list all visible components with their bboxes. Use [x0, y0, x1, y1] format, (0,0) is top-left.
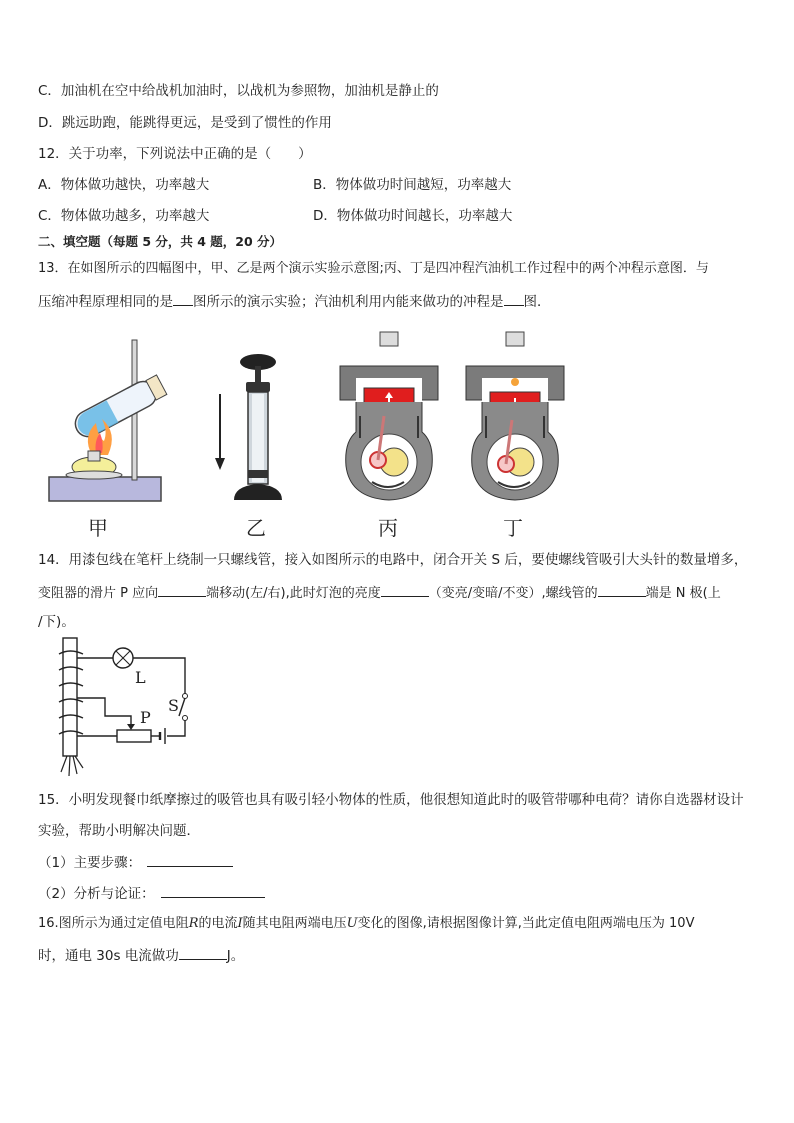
solenoid-coil [59, 638, 83, 756]
q12-option-a: A．物体做功越快，功率越大 [38, 177, 210, 193]
q15-blank-1[interactable] [147, 852, 233, 867]
q12-option-d: D．物体做功时间越长，功率越大 [313, 208, 513, 224]
q13-blank-1[interactable] [173, 291, 193, 306]
q11-option-c: C．加油机在空中给战机加油时，以战机为参照物，加油机是静止的 [38, 83, 439, 99]
q15-sub2 [38, 883, 265, 904]
q14-text-b: 端移动(左/右),此时灯泡的亮度 [206, 586, 381, 601]
q12-option-c: C．物体做功越多，功率越大 [38, 208, 210, 224]
q13-text-b: 图所示的演示实验；汽油机利用内能来做功的冲程是 [193, 294, 504, 310]
q14-line1: 14．用漆包线在笔杆上绕制一只螺线管，接入如图所示的电路中，闭合开关 S 后，要使螺线管吸引大头针的数量增多， [38, 552, 748, 568]
q16-text-d: 变化的图像,请根据图像计算,当此定值电阻两端电压为 10V [357, 916, 695, 931]
q15-sub1-label: （1）主要步骤： [38, 855, 142, 871]
q13-text-a: 压缩冲程原理相同的是 [38, 294, 173, 310]
section-title: 二、填空题（每题 5 分，共 4 题，20 分） [38, 234, 283, 249]
q16-text-e: 时，通电 30s 电流做功 [38, 948, 179, 964]
figure-yi-air-pump [208, 352, 288, 502]
q15-sub2-label: （2）分析与论证： [38, 886, 155, 902]
slider-label: P [140, 708, 151, 727]
q13-line2 [38, 291, 551, 312]
q16-line2 [38, 945, 244, 966]
figure-jia-test-tube [44, 335, 174, 505]
q16-text-a: 16.图所示为通过定值电阻 [38, 916, 189, 931]
q14-text-c: （变亮/变暗/不变）,螺线管的 [428, 586, 598, 601]
q13-text-c: 图． [523, 294, 551, 310]
q16-text-f: J。 [226, 948, 245, 964]
q14-blank-2[interactable] [381, 582, 429, 597]
figure-ding-engine-power [462, 330, 568, 502]
q16-var-r: R [188, 916, 199, 931]
q16-var-u: U [346, 916, 358, 931]
q12-option-b: B．物体做功时间越短，功率越大 [313, 177, 512, 193]
q15-line2: 实验，帮助小明解决问题． [38, 823, 200, 839]
figure-label-jia: 甲 [88, 516, 108, 540]
figure-label-ding: 丁 [503, 516, 523, 540]
q13-line1: 13．在如图所示的四幅图中，甲、乙是两个演示实验示意图;丙、丁是四冲程汽油机工作过程中的两个冲程示意图．与 [38, 261, 709, 276]
q15-line1: 15．小明发现餐巾纸摩擦过的吸管也具有吸引轻小物体的性质，他很想知道此时的吸管带哪种电荷？请你自选器材设计 [38, 792, 744, 808]
q16-text-c: 随其电阻两端电压 [242, 916, 347, 931]
q16-text-b: 的电流 [198, 916, 238, 931]
q11-option-d: D．跳远助跑，能跳得更远，是受到了惯性的作用 [38, 115, 332, 131]
q14-blank-1[interactable] [158, 582, 206, 597]
q15-sub1 [38, 852, 233, 873]
rheostat-icon [117, 730, 151, 742]
circuit-diagram [55, 636, 205, 786]
q12-stem: 12．关于功率，下列说法中正确的是（ ） [38, 146, 312, 162]
q15-blank-2[interactable] [161, 883, 265, 898]
switch-label: S [168, 696, 179, 715]
q16-var-i: I [237, 916, 243, 931]
figure-label-bing: 丙 [378, 516, 398, 540]
q16-line1 [38, 914, 694, 934]
pins-icon [61, 756, 83, 776]
q14-line3: /下)。 [38, 614, 75, 630]
q13-blank-2[interactable] [504, 291, 524, 306]
q14-text-a: 变阻器的滑片 P 应向 [38, 586, 159, 601]
figure-bing-engine-compression [336, 330, 442, 502]
lamp-label: L [135, 668, 146, 687]
figure-label-yi: 乙 [246, 516, 266, 540]
q14-blank-3[interactable] [598, 582, 646, 597]
q14-line2 [38, 582, 721, 604]
q16-blank[interactable] [179, 945, 227, 960]
q14-text-d: 端是 N 极(上 [645, 586, 721, 601]
switch-icon [179, 698, 185, 716]
